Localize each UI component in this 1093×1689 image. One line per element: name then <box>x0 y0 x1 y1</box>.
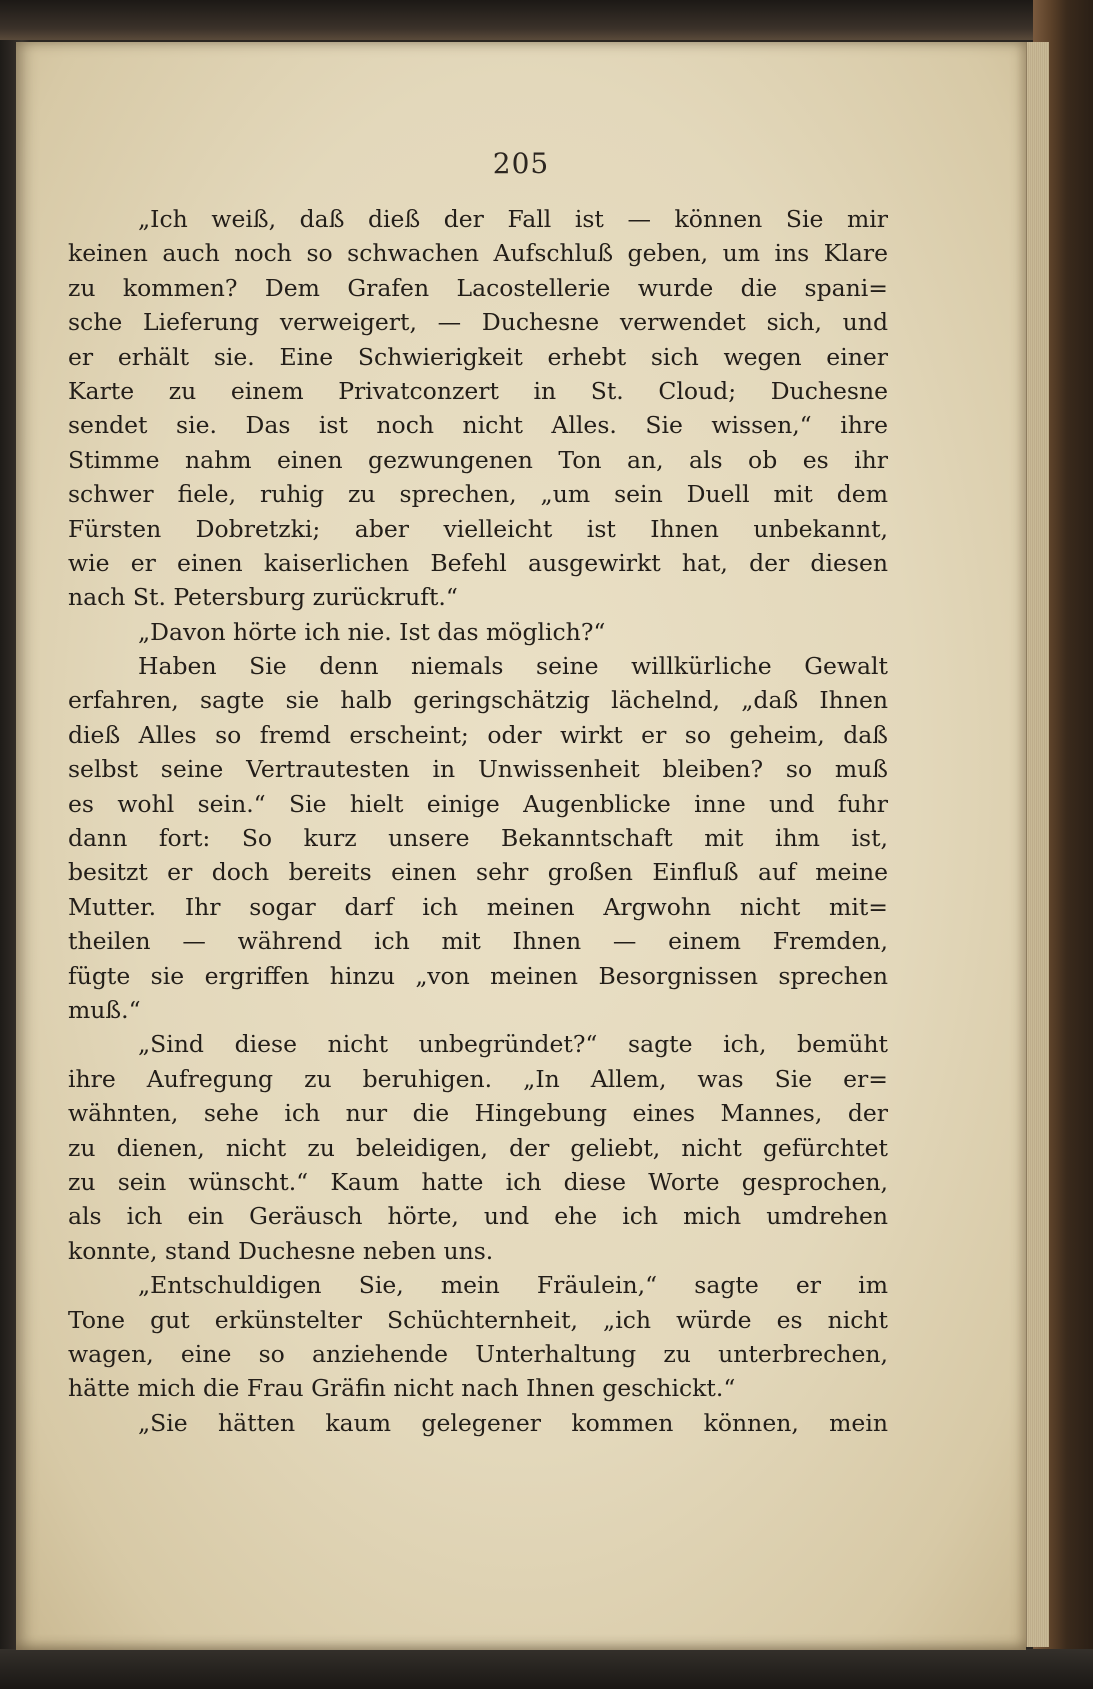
page-edges <box>1026 42 1049 1647</box>
text-line: erfahren, sagte sie halb geringschätzig lächelnd, „daß Ihnen <box>68 686 888 715</box>
book-cover-top <box>0 0 1093 40</box>
book-page <box>16 42 1026 1650</box>
text-line: konnte, stand Duchesne neben uns. <box>68 1236 494 1265</box>
text-line: es wohl sein.“ Sie hielt einige Augenblicke inne und fuhr <box>68 789 888 818</box>
text-line: besitzt er doch bereits einen sehr großen Einfluß auf meine <box>68 858 888 887</box>
text-line: Stimme nahm einen gezwungenen Ton an, als ob es ihr <box>68 445 888 474</box>
text-line: wie er einen kaiserlichen Befehl ausgewirkt hat, der diesen <box>68 548 888 577</box>
text-line: „Entschuldigen Sie, mein Fräulein,“ sagte er im <box>138 1271 888 1300</box>
text-line: „Davon hörte ich nie. Ist das möglich?“ <box>138 617 606 646</box>
text-line: zu dienen, nicht zu beleidigen, der geliebt, nicht gefürchtet <box>68 1133 888 1162</box>
text-line: „Sie hätten kaum gelegener kommen können, mein <box>138 1408 888 1437</box>
text-line: Fürsten Dobretzki; aber vielleicht ist Ihnen unbekannt, <box>68 514 888 543</box>
text-line: sche Lieferung verweigert, — Duchesne verwendet sich, und <box>68 308 888 337</box>
text-line: „Ich weiß, daß dieß der Fall ist — können Sie mir <box>138 205 888 233</box>
text-line: nach St. Petersburg zurückruft.“ <box>68 583 458 612</box>
text-line: wähnten, sehe ich nur die Hingebung eines Mannes, der <box>68 1099 888 1128</box>
text-line: ihre Aufregung zu beruhigen. „In Allem, was Sie er= <box>68 1064 888 1093</box>
text-line: „Sind diese nicht unbegründet?“ sagte ich, bemüht <box>138 1030 888 1059</box>
text-line: dieß Alles so fremd erscheint; oder wirkt er so geheim, daß <box>68 720 888 749</box>
text-line: theilen — während ich mit Ihnen — einem Fremden, <box>68 927 888 956</box>
text-line: schwer fiele, ruhig zu sprechen, „um sein Duell mit dem <box>68 480 888 509</box>
text-line: Tone gut erkünstelter Schüchternheit, „ich würde es nicht <box>68 1305 888 1334</box>
text-line: dann fort: So kurz unsere Bekanntschaft mit ihm ist, <box>68 824 888 853</box>
text-line: zu sein wünscht.“ Kaum hatte ich diese Worte gesprochen, <box>68 1167 888 1196</box>
book-cover-bottom <box>0 1649 1093 1689</box>
text-line: selbst seine Vertrautesten in Unwissenheit bleiben? so muß <box>68 755 888 784</box>
text-line: Karte zu einem Privatconzert in St. Cloud; Duchesne <box>68 376 888 405</box>
text-line: als ich ein Geräusch hörte, und ehe ich mich umdrehen <box>68 1202 888 1231</box>
text-line: Haben Sie denn niemals seine willkürliche Gewalt <box>138 652 888 681</box>
text-line: sendet sie. Das ist noch nicht Alles. Sie wissen,“ ihre <box>68 411 888 440</box>
text-line: muß.“ <box>68 995 141 1024</box>
text-line: hätte mich die Frau Gräfin nicht nach Ihnen geschickt.“ <box>68 1374 736 1403</box>
text-line: zu kommen? Dem Grafen Lacostellerie wurde die spani= <box>68 273 888 302</box>
text-line: er erhält sie. Eine Schwierigkeit erhebt sich wegen einer <box>68 342 888 371</box>
text-line: fügte sie ergriffen hinzu „von meinen Besorgnissen sprechen <box>68 961 888 990</box>
text-line: wagen, eine so anziehende Unterhaltung zu unterbrechen, <box>68 1339 888 1368</box>
text-line: Mutter. Ihr sogar darf ich meinen Argwohn nicht mit= <box>68 892 888 921</box>
page-number: 205 <box>492 147 550 180</box>
page-text <box>68 202 888 1440</box>
text-line: keinen auch noch so schwachen Aufschluß geben, um ins Klare <box>68 239 888 268</box>
